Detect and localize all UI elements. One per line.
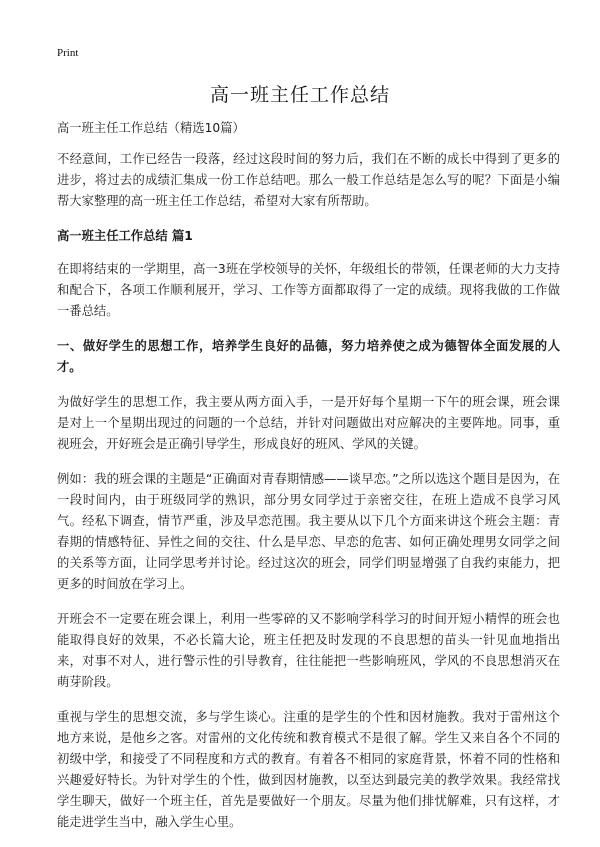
bold-heading: 一、做好学生的思想工作，培养学生良好的品德，努力培养使之成为德智体全面发展的人才。 bbox=[57, 339, 560, 374]
print-link[interactable]: Print bbox=[57, 47, 79, 59]
intro-paragraph: 不经意间，工作已经告一段落，经过这段时间的努力后，我们在不断的成长中得到了更多的进步，将过去的成绩汇集成一份工作总结吧。那么一般工作总结是怎么写的呢？下面是小编帮大家整理的高一班主任工作总结，希望对大家有所帮助。 bbox=[57, 152, 560, 208]
document-subtitle: 高一班主任工作总结（精选10篇） bbox=[57, 121, 245, 135]
paragraph: 为做好学生的思想工作，我主要从两方面入手，一是开好每个星期一下午的班会课，班会课是对上一个星期出现过的问题的一个总结，并针对问题做出对应解决的主要阵地。同事，重视班会，开好班会是正确引导学生，形成良好的班风、学风的关键。 bbox=[57, 395, 560, 451]
paragraph: 在即将结束的一学期里，高一3班在学校领导的关怀，年级组长的带领，任课老师的大力支持和配合下，各项工作顺利展开，学习、工作等方面都取得了一定的成绩。现将我做的工作做一番总结。 bbox=[57, 262, 560, 318]
paragraph: 开班会不一定要在班会课上，利用一些零碎的又不影响学科学习的时间开短小精悍的班会也能取得良好的效果，不必长篇大论，班主任把及时发现的不良思想的苗头一针见血地指出来，对事不对人，进行警示性的引导教育，往往能把一些影响班风，学风的不良思想消灭在萌芽阶段。 bbox=[57, 612, 560, 689]
section-heading: 高一班主任工作总结 篇1 bbox=[57, 229, 193, 243]
paragraph: 重视与学生的思想交流，多与学生谈心。注重的是学生的个性和因材施教。我对于雷州这个地方来说，是他乡之客。对雷州的文化传统和教育模式不是很了解。学生又来自各个不同的初级中学，和接受了不同程度和方式的教育。有着各不相同的家庭背景，怀着不同的性格和兴趣爱好特长。为针对学生的个性，做到因材施教，以至达到最完美的教学效果。我经常找学生聊天，做好一个班主任，首先是要做好一个朋友。尽量为他们排忧解难，只有这样，才能走进学生当中，融入学生心里。 bbox=[57, 710, 560, 829]
document-body bbox=[57, 118, 560, 847]
paragraph: 例如：我的班会课的主题是“正确面对青春期情感——谈早恋。”之所以选这个题目是因为，在一段时间内，由于班级同学的熟识，部分男女同学过于亲密交往，在班上造成不良学习风气。经私下调查，情节严重，涉及早恋范围。我主要从以下几个方面来讲这个班会主题：青春期的情感特征、异性之间的交往、什么是早恋、早恋的危害、如何正确处理男女同学之间的关系等方面，让同学思考并讨论。经过这次的班会，同学们明显增强了自我约束能力，把更多的时间放在学习上。 bbox=[57, 472, 560, 591]
page-title: 高一班主任工作总结 bbox=[209, 84, 390, 106]
